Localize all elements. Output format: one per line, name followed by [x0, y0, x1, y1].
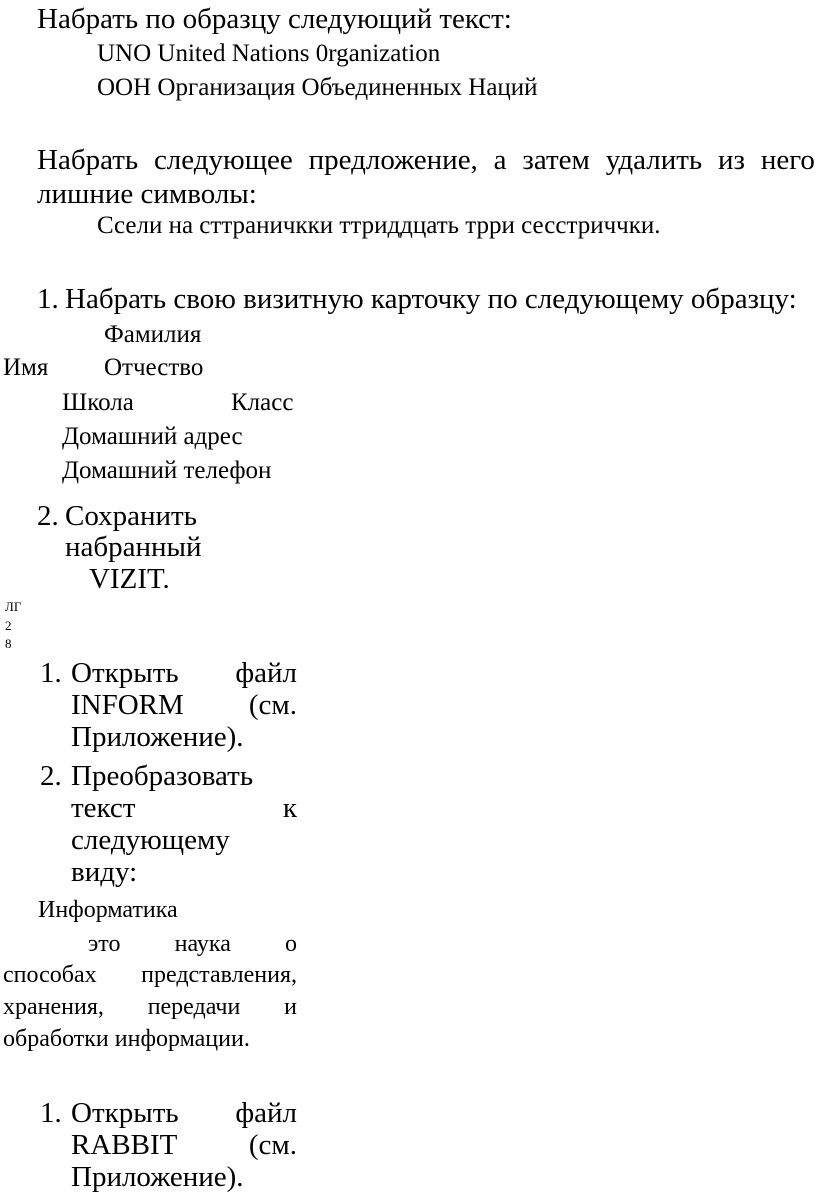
save-line-1: Сохранить [65, 500, 197, 532]
word: удалить [605, 144, 703, 176]
rabbit-line-1 [71, 1099, 297, 1128]
card-patronymic: Отчество [104, 354, 204, 381]
word: текст [71, 792, 136, 824]
card-name: Имя [3, 354, 49, 381]
informatics-line-4: обработки информации. [3, 1026, 250, 1052]
word: Открыть [71, 657, 179, 689]
word: передачи [147, 994, 241, 1020]
sample-heading: Набрать по образцу следующий текст: [37, 3, 512, 35]
convert-line-4: виду: [71, 856, 138, 888]
informatics-line-1 [88, 932, 297, 956]
save-line-2: набранный [65, 531, 202, 563]
convert-line-3: следующему [71, 824, 230, 856]
word: файл [235, 1097, 297, 1129]
save-line-3: VIZIT. [89, 563, 170, 595]
rabbit-item-number: 1. [40, 1097, 62, 1129]
word: наука [174, 931, 231, 957]
word: следующее [153, 144, 293, 176]
delete-task-line [37, 146, 815, 175]
word: хранения, [3, 994, 104, 1020]
delete-task-line-end: лишние символы: [37, 178, 257, 210]
word: INFORM [71, 689, 184, 721]
inform-line-2 [71, 691, 297, 720]
save-item-number: 2. [37, 500, 59, 532]
card-item-text: Набрать свою визитную карточку по следующему образцу: [65, 283, 797, 315]
word: затем [522, 144, 590, 176]
word: RABBIT [71, 1129, 178, 1161]
word: (см. [248, 689, 297, 721]
inform-item-number: 1. [40, 657, 62, 689]
margin-label: ЛГ [5, 599, 22, 614]
margin-label: 2 [5, 618, 12, 633]
word: файл [235, 657, 297, 689]
sample-line-uno: UNO United Nations 0rganization [97, 40, 441, 67]
informatics-line-2 [3, 963, 297, 987]
informatics-line-3 [3, 995, 297, 1019]
delete-sentence: Ссели на сттраничкки ттриддцать трри сесстриччки. [97, 212, 661, 239]
word: о [285, 931, 297, 957]
rabbit-line-3: Приложение). [71, 1161, 244, 1193]
convert-item-number: 2. [40, 760, 62, 792]
card-phone: Домашний телефон [62, 457, 272, 484]
convert-line-1: Преобразовать [71, 760, 254, 792]
word: это [88, 931, 121, 957]
card-school: Школа [62, 389, 134, 416]
word: к [282, 792, 297, 824]
word: него [760, 144, 815, 176]
word: из [718, 144, 745, 176]
inform-line-3: Приложение). [71, 721, 244, 753]
sample-line-oon: ООН Организация Объединенных Наций [97, 74, 538, 101]
card-surname: Фамилия [104, 321, 202, 348]
word: предложение, [308, 144, 478, 176]
margin-label: 8 [5, 636, 12, 651]
informatics-title: Информатика [38, 897, 178, 923]
word: представления, [141, 962, 297, 988]
rabbit-line-2 [71, 1131, 297, 1160]
word: Открыть [71, 1097, 179, 1129]
card-class: Класс [231, 389, 294, 416]
word: (см. [248, 1129, 297, 1161]
word: Набрать [37, 144, 139, 176]
word: способах [3, 962, 97, 988]
inform-line-1 [71, 659, 297, 688]
word: и [284, 994, 297, 1020]
convert-line-2 [71, 794, 297, 823]
card-address: Домашний адрес [62, 423, 243, 450]
word: а [493, 144, 507, 176]
card-item-number: 1. [37, 283, 59, 315]
